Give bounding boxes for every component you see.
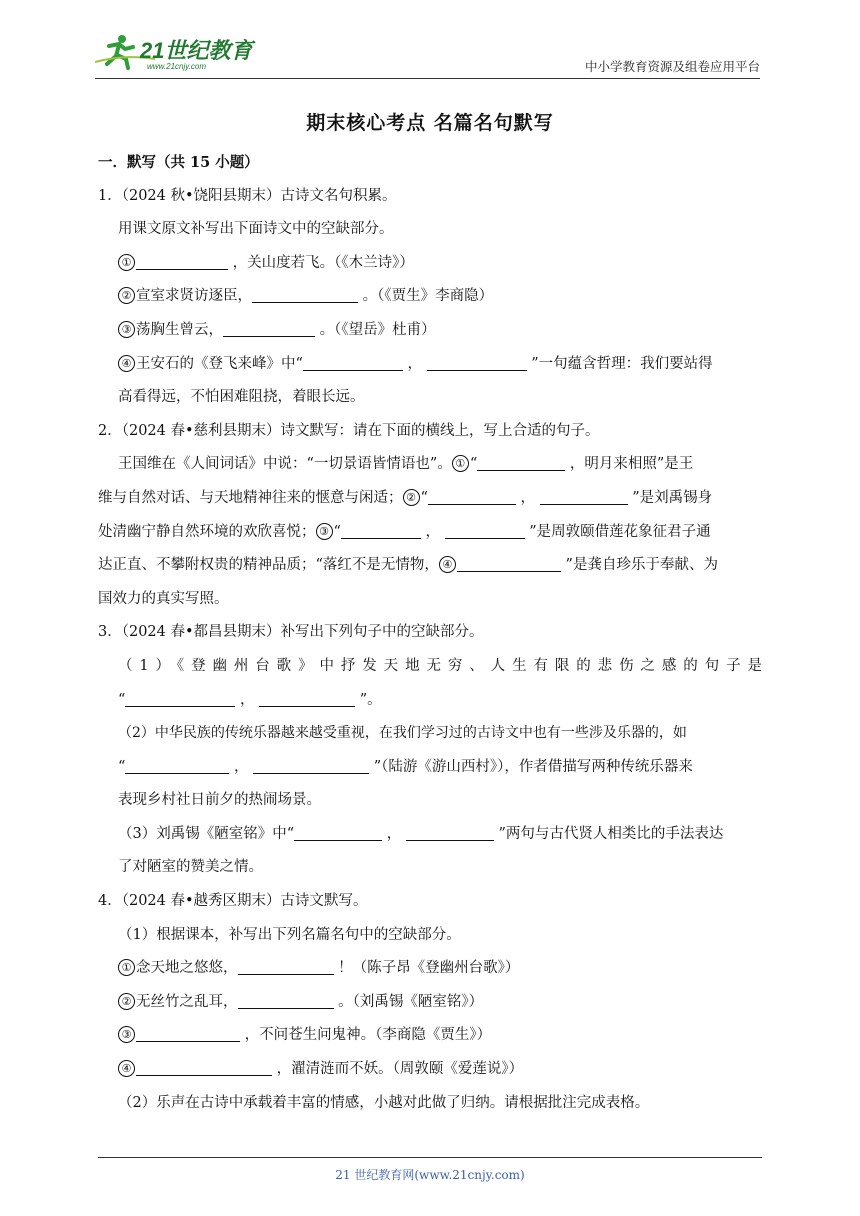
question-2-para-2: 维与自然对话、与天地精神往来的惬意与闲适； ② “ ， ”是刘禹锡身 bbox=[98, 489, 713, 506]
question-3-stem: 3．（2024 春•都昌县期末）补写出下列句子中的空缺部分。 bbox=[98, 624, 484, 641]
question-4-item-4: ④ ，濯清涟而不妖。（周敦颐《爱莲说》） bbox=[98, 1053, 762, 1087]
question-2-para-1: 王国维在《人间词话》中说：“一切景语皆情语也”。 ① “ ，明月来相照”是王 bbox=[118, 456, 694, 473]
answer-blank[interactable] bbox=[253, 757, 369, 774]
question-3-part-1: （1）《登幽州台歌》中抒发天地无穷、人生有限的悲伤之感的句子是 bbox=[118, 657, 762, 674]
question-1-item-2: ② 宣室求贤访逐臣， 。（《贾生》李商隐） bbox=[98, 280, 762, 314]
answer-blank[interactable] bbox=[136, 1025, 240, 1042]
answer-blank[interactable] bbox=[445, 522, 525, 539]
logo-wordmark: 21世纪教育 bbox=[140, 38, 253, 63]
question-3-part-3: （3）刘禹锡《陋室铭》中“ ， ”两句与古代贤人相类比的手法表达 bbox=[118, 825, 724, 842]
question-3-part-1-answer: “ ， ”。 bbox=[118, 691, 382, 708]
question-4-stem: 4．（2024 春•越秀区期末）古诗文默写。 bbox=[98, 893, 368, 910]
question-4-item-1: ① 念天地之悠悠， ！（陈子昂《登幽州台歌》） bbox=[98, 952, 762, 986]
answer-blank[interactable] bbox=[477, 454, 565, 471]
question-4-sub-2: （2）乐声在古诗中承载着丰富的情感，小越对此做了归纳。请根据批注完成表格。 bbox=[118, 1094, 650, 1111]
question-2-stem: 2．（2024 春•慈利县期末）诗文默写：请在下面的横线上，写上合适的句子。 bbox=[98, 422, 600, 439]
question-4-item-2: ② 无丝竹之乱耳， 。（刘禹锡《陋室铭》） bbox=[98, 986, 762, 1020]
question-1-item-4: ④ 王安石的《登飞来峰》中“ ， ”一句蕴含哲理：我们要站得 bbox=[98, 348, 762, 382]
document-body bbox=[98, 146, 762, 1120]
question-2-para-3: 处清幽宁静自然环境的欢欣喜悦； ③ “ ， ”是周敦颐借莲花象征君子通 bbox=[98, 523, 711, 540]
question-2-para-4: 达正直、不攀附权贵的精神品质；“落红不是无情物， ④ ”是龚自珍乐于奉献、为 bbox=[98, 557, 718, 574]
page-footer: 21 世纪教育网(www.21cnjy.com) bbox=[335, 1168, 525, 1182]
question-1-item-1: ① ，关山度若飞。（《木兰诗》） bbox=[98, 247, 762, 281]
answer-blank[interactable] bbox=[428, 488, 516, 505]
answer-blank[interactable] bbox=[427, 354, 527, 371]
answer-blank[interactable] bbox=[136, 253, 228, 270]
answer-blank[interactable] bbox=[303, 354, 403, 371]
site-logo bbox=[95, 32, 265, 72]
footer-divider bbox=[98, 1157, 762, 1158]
answer-blank[interactable] bbox=[238, 958, 334, 975]
page-header bbox=[95, 28, 760, 79]
answer-blank[interactable] bbox=[457, 555, 561, 572]
answer-blank[interactable] bbox=[259, 690, 355, 707]
section-heading: 一．默写（共 15 小题） bbox=[98, 154, 259, 171]
answer-blank[interactable] bbox=[125, 690, 235, 707]
answer-blank[interactable] bbox=[294, 824, 382, 841]
circled-number: ① bbox=[118, 254, 135, 271]
answer-blank[interactable] bbox=[540, 488, 628, 505]
question-4-sub-1: （1）根据课本，补写出下列名篇名句中的空缺部分。 bbox=[118, 926, 461, 943]
answer-blank[interactable] bbox=[136, 1059, 272, 1076]
answer-blank[interactable] bbox=[406, 824, 494, 841]
question-2-para-5: 国效力的真实写照。 bbox=[98, 590, 229, 607]
question-3-part-2-cont: 表现乡村社日前夕的热闹场景。 bbox=[118, 792, 321, 809]
question-1-item-3: ③ 荡胸生曾云， 。（《望岳》杜甫） bbox=[98, 314, 762, 348]
answer-blank[interactable] bbox=[341, 522, 421, 539]
circled-number: ④ bbox=[118, 355, 135, 372]
answer-blank[interactable] bbox=[238, 992, 334, 1009]
question-1-item-4-cont: 高看得远，不怕困难阻挠，着眼长远。 bbox=[118, 389, 365, 406]
question-3-part-2-answer: “ ， ”（陆游《游山西村》），作者借描写两种传统乐器来 bbox=[118, 758, 693, 775]
answer-blank[interactable] bbox=[252, 286, 358, 303]
question-4-item-3: ③ ，不问苍生问鬼神。（李商隐《贾生》） bbox=[98, 1019, 762, 1053]
circled-number: ② bbox=[118, 287, 135, 304]
circled-number: ③ bbox=[118, 321, 135, 338]
question-3-part-3-cont: 了对陋室的赞美之情。 bbox=[118, 859, 263, 876]
page-title: 期末核心考点 名篇名句默写 bbox=[306, 112, 554, 134]
question-1-stem: 1．（2024 秋•饶阳县期末）古诗文名句积累。 bbox=[98, 187, 397, 204]
header-platform-label: 中小学教育资源及组卷应用平台 bbox=[584, 59, 760, 74]
logo-url: www.21cnjy.com bbox=[147, 62, 206, 71]
question-3-part-2: （2）中华民族的传统乐器越来越受重视，在我们学习过的古诗文中也有一些涉及乐器的，如 bbox=[118, 725, 687, 742]
answer-blank[interactable] bbox=[125, 757, 229, 774]
answer-blank[interactable] bbox=[223, 320, 315, 337]
question-1-intro: 用课文原文补写出下面诗文中的空缺部分。 bbox=[118, 221, 394, 238]
